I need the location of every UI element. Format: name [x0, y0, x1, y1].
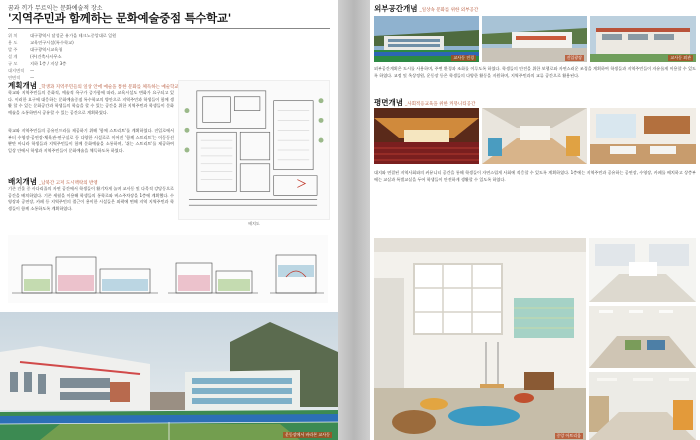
photo-caption: 교사동 전경	[453, 55, 474, 60]
exterior-paragraph: 외부공간계획은 도시를 사용하며, 주변 환경과 조화를 이루도록 하였다. 학생들의 안전을 위한 보행로와 자연스러운 조경을 계획하여 학생들과 지역주민들이 자유롭게 이용할 수 있도록 하였다. 교정 및 옥상정원, 운동장 등은 학생들의 다양한 활동을 지원하며, 지역주민과의 교류 공간으로 활용된다.	[374, 66, 696, 78]
project-info	[8, 32, 208, 81]
section-diagrams	[8, 235, 328, 303]
photo-classroom	[590, 108, 696, 164]
photo-top-3	[590, 16, 696, 62]
photo-caption: 운동장에서 바라본 교사동	[284, 432, 330, 437]
info-row: 연면적 —	[8, 75, 35, 80]
site-plan-caption: 배치도	[248, 221, 260, 226]
photo-caption: 진입광장	[566, 55, 582, 60]
photo-library	[589, 372, 696, 440]
photo-corridor	[482, 108, 587, 164]
photo-lounge	[589, 306, 696, 368]
concept-paragraph-1: 학교와 지역주민들의 문화적, 예술적 욕구가 증가함에 따라, 교육시설도 변화가 요구되고 있다. 이러한 요구에 대응하는 문화예술중점 특수학교의 방안으로 지역주민과 학생들이 함께 생활 할 수 있는 문화공간과 학생들의 학습을 할 수 있는 공간을 위한 지역주민과 학생들이 문화예술을 소통하면서 공유할 수 있는 공간으로 계획하였다.	[8, 90, 174, 115]
section-heading-concept: 계획개념 _학생과 지역주민들의 일상 안에 예술을 통한 문화를 체득하는 예술학교	[8, 81, 179, 90]
photo-hall	[589, 238, 696, 302]
info-row: 용 도 교육연구시설(특수학교)	[8, 40, 74, 45]
concept-paragraph-2: 학교와 지역주민들의 공유인프라를 제공하기 위해 '함께 스트리트'를 계획하였다. 진입로에서부터 수영장-공연장-체육관-연구실로 등 다양한 시설로로 이어진 '함께 스트리트'는 이동동선 뿐만 아니라 학생들과 지역주민들이 함께 문화예술을 소통하며, '쉬는 스트리트'를 제공하여 일상 안에서 학생과 지역주민들이 문화예술을 체득하도록 하였다.	[8, 128, 174, 153]
info-row: 설 계 (주)건축사사무소	[8, 54, 62, 59]
photo-caption: 교사동 외관	[670, 55, 691, 60]
left-page	[0, 0, 338, 440]
section-heading-plan: 평면개념 _사회적응교육을 위한 커뮤니티공간	[374, 98, 476, 107]
info-row: 발 주 대구광역시교육청	[8, 47, 63, 52]
photo-top-2	[482, 16, 587, 62]
photo-auditorium	[374, 108, 479, 164]
section-heading-exterior: 외부공간개념 _일상속 문화를 위한 외부공간	[374, 4, 479, 13]
photo-top-1	[374, 16, 479, 62]
site-plan-drawing	[178, 80, 330, 220]
plan-paragraph: 대지와 연결된 지역사회와의 커뮤니티 공간을 통해 학생들이 자연스럽게 사회에 적응할 수 있도록 계획하였다. 1층에는 지역주민과 공유하는 공연장, 수영장, 카페를 배치하고 상층부에는 교실과 특별교실을 두어 학생들이 안전하게 생활할 수 있도록 하였다.	[374, 170, 696, 182]
title-divider	[8, 28, 330, 29]
info-row: 규 모 지하 1층 / 지상 3층	[8, 61, 67, 66]
section-heading-layout: 배치개념 _남북간 고저 도시맥락의 반영	[8, 177, 98, 186]
exterior-photo	[0, 312, 338, 440]
book-gutter	[338, 0, 370, 440]
page-title: '지역주민과 함께하는 문화예술중점 특수학교'	[8, 11, 231, 25]
info-row: 대지면적 —	[8, 68, 35, 73]
photo-atrium	[374, 238, 586, 440]
layout-paragraph: 기존 건물 중 사다리꼴의 자연 공간에서 학생들이 활기차게 놀며 교사동 및 다목적 강당동으로 공간을 배치하였다. 기존 세월을 이용해 학생들의 통학로와 버스주차장을 1층에 계획했다. 수영장과 공연장, 카페 등 지역주민의 접근이 용이한 시설들은 외곽에 면해 지역 지역주민과 학생들이 함께 소통하도록 계획하였다.	[8, 186, 174, 211]
photo-caption: 중앙 아트리움	[556, 433, 581, 438]
right-page	[370, 0, 700, 440]
kicker: 꿈과 끼가 무르익는 문화예술적 장소	[8, 5, 103, 12]
info-row: 위 치 대구광역시 달성군 유가읍 테크노중앙대로 일원	[8, 33, 117, 38]
